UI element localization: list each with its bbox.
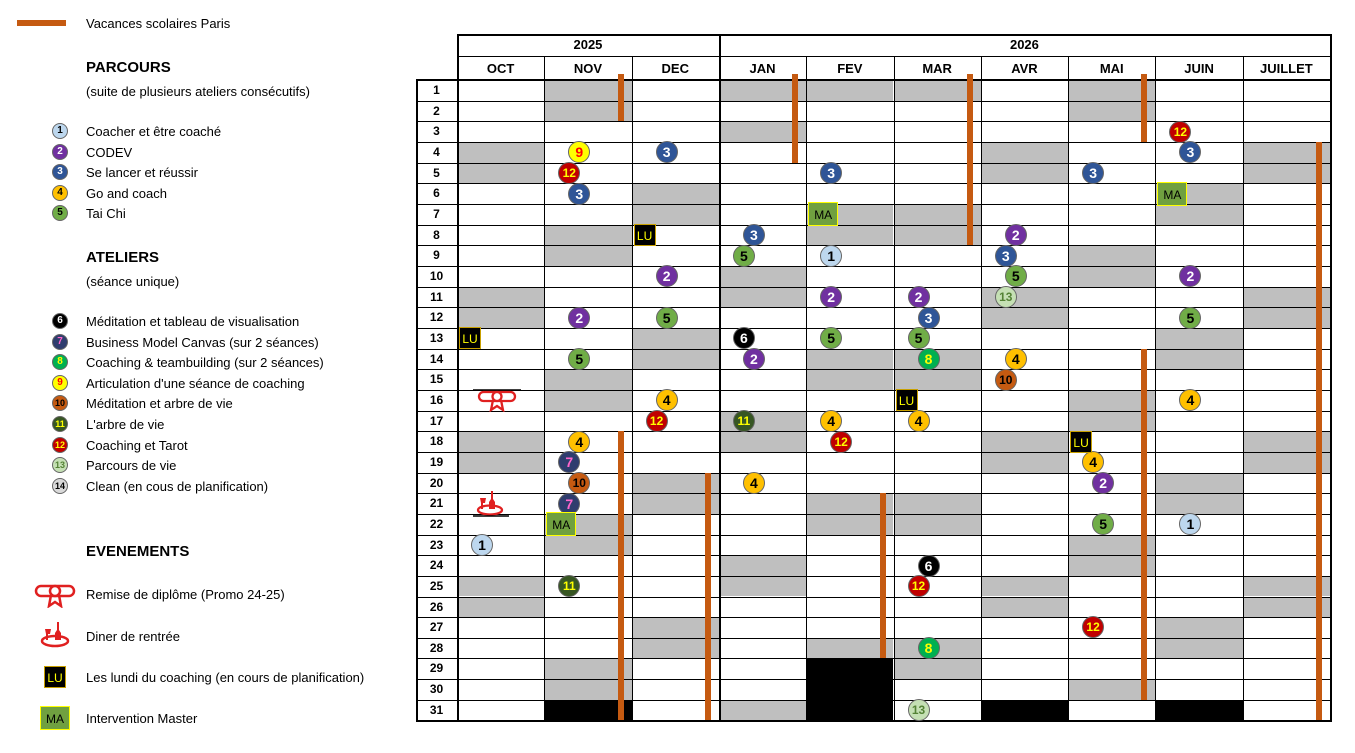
- row-line: [416, 431, 1330, 432]
- month-header: JUIN: [1184, 61, 1214, 76]
- atelier-label: Parcours de vie: [86, 458, 177, 474]
- event-badge-12: 12: [1082, 616, 1104, 638]
- weekend-cell: [632, 328, 719, 349]
- year-separator: [457, 56, 1330, 57]
- nonexistent-day: [806, 679, 893, 700]
- event-badge-9: 9: [568, 141, 590, 163]
- evenement-label: Intervention Master: [86, 711, 198, 726]
- event-badge-10: 10: [568, 472, 590, 494]
- diploma-icon: [471, 386, 523, 417]
- event-badge-3: 3: [656, 141, 678, 163]
- day-number: 8: [433, 227, 440, 242]
- month-header: OCT: [486, 61, 515, 76]
- weekend-cell: [719, 700, 806, 721]
- weekend-cell: [894, 514, 981, 535]
- ma-square: MA: [808, 202, 838, 226]
- vacation-bar: [1316, 142, 1322, 720]
- ateliers-title: ATELIERS: [86, 249, 160, 266]
- day-number: 15: [429, 372, 444, 387]
- day-number: 30: [429, 682, 444, 697]
- vacation-bar: [792, 74, 798, 163]
- event-badge-4: 4: [743, 472, 765, 494]
- event-badge-8: 8: [918, 348, 940, 370]
- event-badge-1: 1: [820, 245, 842, 267]
- day-number: 25: [429, 578, 444, 593]
- day-number: 6: [433, 186, 440, 201]
- event-badge-5: 5: [733, 245, 755, 267]
- weekend-cell: [806, 80, 893, 101]
- event-badge-13: 13: [908, 699, 930, 721]
- weekend-cell: [1155, 204, 1242, 225]
- month-header: JAN: [749, 61, 776, 76]
- event-badge-2: 2: [908, 286, 930, 308]
- ma-square: MA: [546, 512, 576, 536]
- ma-square: MA: [1157, 182, 1187, 206]
- event-badge-5: 5: [656, 307, 678, 329]
- row-line: [416, 101, 1330, 102]
- row-line: [416, 163, 1330, 164]
- weekend-cell: [719, 576, 806, 597]
- weekend-cell: [457, 431, 544, 452]
- event-badge-4: 4: [908, 410, 930, 432]
- event-badge-12: 12: [52, 437, 68, 453]
- event-badge-2: 2: [743, 348, 765, 370]
- row-line: [416, 183, 1330, 184]
- weekend-cell: [719, 431, 806, 452]
- day-number: 31: [429, 702, 444, 717]
- day-number: 4: [433, 144, 440, 159]
- dinner-icon: [471, 489, 511, 524]
- lu-square: LU: [634, 224, 656, 246]
- col-line: [1243, 57, 1244, 720]
- day-number: 11: [430, 289, 443, 304]
- event-badge-11: 11: [558, 575, 580, 597]
- vacation-bar: [1141, 431, 1147, 700]
- row-line: [416, 452, 1330, 453]
- day-number: 29: [429, 661, 444, 676]
- event-badge-3: 3: [743, 224, 765, 246]
- atelier-label: Business Model Canvas (sur 2 séances): [86, 334, 319, 350]
- header-bottom-line: [416, 79, 1330, 81]
- col-line: [632, 57, 633, 720]
- event-badge-3: 3: [568, 183, 590, 205]
- col-line: [1155, 57, 1156, 720]
- evenements-title: EVENEMENTS: [86, 543, 190, 560]
- weekend-cell: [981, 287, 1068, 308]
- weekend-cell: [632, 349, 719, 370]
- day-number: 2: [433, 103, 440, 118]
- event-badge-7: 7: [558, 493, 580, 515]
- parcours-label: Tai Chi: [86, 206, 126, 221]
- day-number: 27: [429, 620, 444, 635]
- event-badge-5: 5: [568, 348, 590, 370]
- event-badge-13: 13: [52, 457, 68, 473]
- weekend-cell: [457, 452, 544, 473]
- row-line: [416, 473, 1330, 474]
- weekend-cell: [981, 142, 1068, 163]
- weekend-cell: [894, 369, 981, 390]
- weekend-cell: [719, 555, 806, 576]
- weekend-cell: [1068, 245, 1155, 266]
- row-line: [416, 679, 1330, 680]
- event-badge-12: 12: [830, 431, 852, 453]
- day-number: 7: [433, 206, 440, 221]
- month-header: AVR: [1011, 61, 1038, 76]
- weekend-cell: [457, 576, 544, 597]
- row-line: [416, 493, 1330, 494]
- event-badge-1: 1: [52, 123, 68, 139]
- day-number: 9: [433, 248, 440, 263]
- weekend-cell: [981, 452, 1068, 473]
- col-line: [544, 57, 545, 720]
- month-header: JUILLET: [1259, 61, 1313, 76]
- col-line: [981, 57, 982, 720]
- event-badge-4: 4: [568, 431, 590, 453]
- weekend-cell: [632, 183, 719, 204]
- vacation-bar: [618, 74, 624, 121]
- event-badge-4: 4: [1005, 348, 1027, 370]
- vacation-bar: [1141, 74, 1147, 142]
- event-badge-13: 13: [995, 286, 1017, 308]
- event-badge-3: 3: [1179, 141, 1201, 163]
- event-badge-9: 9: [52, 375, 68, 391]
- row-line: [416, 349, 1330, 350]
- event-badge-12: 12: [908, 575, 930, 597]
- event-badge-2: 2: [1179, 265, 1201, 287]
- month-header: NOV: [573, 61, 603, 76]
- day-number: 24: [429, 558, 444, 573]
- event-badge-5: 5: [820, 327, 842, 349]
- weekend-cell: [544, 390, 631, 411]
- ateliers-note: (séance unique): [86, 274, 180, 289]
- event-badge-4: 4: [656, 389, 678, 411]
- event-badge-2: 2: [1092, 472, 1114, 494]
- row-line: [416, 700, 1330, 701]
- weekend-cell: [894, 658, 981, 679]
- grid-bottom-line: [416, 720, 1332, 722]
- atelier-label: Coaching et Tarot: [86, 437, 188, 453]
- col-line: [1330, 34, 1332, 720]
- month-header: DEC: [661, 61, 689, 76]
- weekend-cell: [806, 369, 893, 390]
- atelier-label: Clean (en cous de planification): [86, 478, 269, 494]
- event-badge-12: 12: [558, 162, 580, 184]
- nonexistent-day: [806, 658, 893, 679]
- event-badge-4: 4: [820, 410, 842, 432]
- lu-square: LU: [1070, 431, 1092, 453]
- weekend-cell: [457, 307, 544, 328]
- weekend-cell: [1068, 266, 1155, 287]
- lu-square: LU: [896, 389, 918, 411]
- weekend-cell: [981, 576, 1068, 597]
- col-line: [457, 34, 459, 720]
- row-line: [416, 597, 1330, 598]
- day-number: 22: [429, 516, 444, 531]
- evenement-label: Diner de rentrée: [86, 629, 180, 644]
- day-number: 16: [429, 392, 444, 407]
- day-number: 12: [429, 310, 444, 325]
- event-badge-3: 3: [820, 162, 842, 184]
- col-line: [894, 57, 895, 720]
- event-badge-3: 3: [52, 164, 68, 180]
- month-header: MAR: [922, 61, 952, 76]
- weekend-cell: [981, 597, 1068, 618]
- event-badge-5: 5: [1179, 307, 1201, 329]
- day-number: 10: [429, 268, 444, 283]
- parcours-label: Coacher et être coaché: [86, 124, 222, 139]
- event-badge-7: 7: [558, 451, 580, 473]
- day-number: 19: [429, 454, 444, 469]
- weekend-cell: [1155, 349, 1242, 370]
- event-badge-8: 8: [52, 354, 68, 370]
- event-badge-2: 2: [568, 307, 590, 329]
- weekend-cell: [806, 349, 893, 370]
- atelier-label: Méditation et tableau de visualisation: [86, 314, 300, 329]
- month-header: FEV: [837, 61, 863, 76]
- vacation-bar: [880, 493, 886, 658]
- nonexistent-day: [981, 700, 1068, 721]
- weekend-cell: [981, 307, 1068, 328]
- parcours-label: Se lancer et réussir: [86, 165, 198, 180]
- weekend-cell: [457, 287, 544, 308]
- evenement-label: Les lundi du coaching (en cours de planification): [86, 670, 365, 685]
- row-line: [416, 411, 1330, 412]
- weekend-cell: [632, 204, 719, 225]
- row-line: [416, 121, 1330, 122]
- weekend-cell: [457, 597, 544, 618]
- event-badge-6: 6: [733, 327, 755, 349]
- parcours-label: Go and coach: [86, 185, 167, 201]
- row-line: [416, 617, 1330, 618]
- weekend-cell: [544, 245, 631, 266]
- event-badge-12: 12: [1169, 121, 1191, 143]
- event-badge-8: 8: [918, 637, 940, 659]
- weekend-cell: [1155, 493, 1242, 514]
- ma-square: MA: [40, 706, 70, 730]
- vacation-legend-label: Vacances scolaires Paris: [86, 16, 231, 31]
- event-badge-5: 5: [908, 327, 930, 349]
- day-number: 20: [429, 475, 444, 490]
- event-badge-4: 4: [1082, 451, 1104, 473]
- weekend-cell: [719, 287, 806, 308]
- day-number: 1: [433, 83, 440, 97]
- event-badge-3: 3: [995, 245, 1017, 267]
- vacation-bar: [618, 431, 624, 720]
- vacation-bar: [967, 74, 973, 245]
- weekend-cell: [544, 369, 631, 390]
- event-badge-2: 2: [52, 144, 68, 160]
- day-number: 14: [429, 351, 444, 366]
- lu-square: LU: [44, 666, 66, 688]
- weekend-cell: [1155, 638, 1242, 659]
- vacation-bar: [1141, 349, 1147, 432]
- event-badge-6: 6: [52, 313, 68, 329]
- weekend-cell: [981, 431, 1068, 452]
- row-line: [416, 287, 1330, 288]
- day-number: 23: [429, 537, 444, 552]
- weekend-cell: [1155, 328, 1242, 349]
- parcours-label: CODEV: [86, 144, 133, 160]
- atelier-label: Coaching & teambuilding (sur 2 séances): [86, 355, 324, 371]
- weekend-cell: [806, 225, 893, 246]
- nonexistent-day: [1155, 700, 1242, 721]
- evenement-label: Remise de diplôme (Promo 24-25): [86, 587, 285, 602]
- event-badge-10: 10: [52, 395, 68, 411]
- row-line: [416, 638, 1330, 639]
- grid-top-line: [457, 34, 1330, 36]
- event-badge-4: 4: [52, 185, 68, 201]
- row-line: [416, 658, 1330, 659]
- event-badge-12: 12: [646, 410, 668, 432]
- col-line: [1068, 57, 1069, 720]
- parcours-title: PARCOURS: [86, 59, 171, 76]
- weekend-cell: [1155, 617, 1242, 638]
- event-badge-2: 2: [1005, 224, 1027, 246]
- vacation-bar: [705, 473, 711, 721]
- atelier-label: L'arbre de vie: [86, 417, 165, 432]
- row-line: [416, 369, 1330, 370]
- event-badge-1: 1: [1179, 513, 1201, 535]
- day-number: 17: [429, 413, 444, 428]
- day-number: 13: [429, 330, 444, 345]
- day-number: 28: [429, 640, 444, 655]
- weekend-cell: [1155, 473, 1242, 494]
- event-badge-5: 5: [52, 205, 68, 221]
- year-header: 2025: [573, 37, 603, 52]
- row-line: [416, 576, 1330, 577]
- weekend-cell: [719, 266, 806, 287]
- weekend-cell: [719, 411, 806, 432]
- event-badge-5: 5: [1092, 513, 1114, 535]
- event-badge-11: 11: [52, 416, 68, 432]
- day-number: 18: [429, 434, 444, 449]
- event-badge-10: 10: [995, 369, 1017, 391]
- row-line: [416, 555, 1330, 556]
- month-header: MAI: [1099, 61, 1124, 76]
- weekend-cell: [457, 142, 544, 163]
- day-number: 26: [429, 599, 444, 614]
- event-badge-2: 2: [656, 265, 678, 287]
- day-number: 5: [433, 165, 440, 180]
- col-line: [719, 34, 721, 720]
- event-badge-3: 3: [918, 307, 940, 329]
- event-badge-6: 6: [918, 555, 940, 577]
- day-number: 21: [429, 496, 444, 511]
- weekend-cell: [544, 225, 631, 246]
- event-badge-3: 3: [1082, 162, 1104, 184]
- day-number: 3: [433, 124, 440, 139]
- row-line: [416, 204, 1330, 205]
- weekend-cell: [981, 163, 1068, 184]
- atelier-label: Articulation d'une séance de coaching: [86, 375, 305, 391]
- lu-square: LU: [459, 327, 481, 349]
- weekend-cell: [457, 163, 544, 184]
- event-badge-2: 2: [820, 286, 842, 308]
- event-badge-5: 5: [1005, 265, 1027, 287]
- event-badge-7: 7: [52, 334, 68, 350]
- row-line: [416, 245, 1330, 246]
- weekend-cell: [894, 493, 981, 514]
- col-line: [806, 57, 807, 720]
- atelier-label: Méditation et arbre de vie: [86, 396, 233, 412]
- event-badge-1: 1: [471, 534, 493, 556]
- year-header: 2026: [1009, 37, 1039, 52]
- nonexistent-day: [806, 700, 893, 721]
- event-badge-11: 11: [733, 410, 755, 432]
- parcours-note: (suite de plusieurs ateliers consécutifs): [86, 84, 310, 99]
- event-badge-4: 4: [1179, 389, 1201, 411]
- event-badge-14: 14: [52, 478, 68, 494]
- row-line: [416, 225, 1330, 226]
